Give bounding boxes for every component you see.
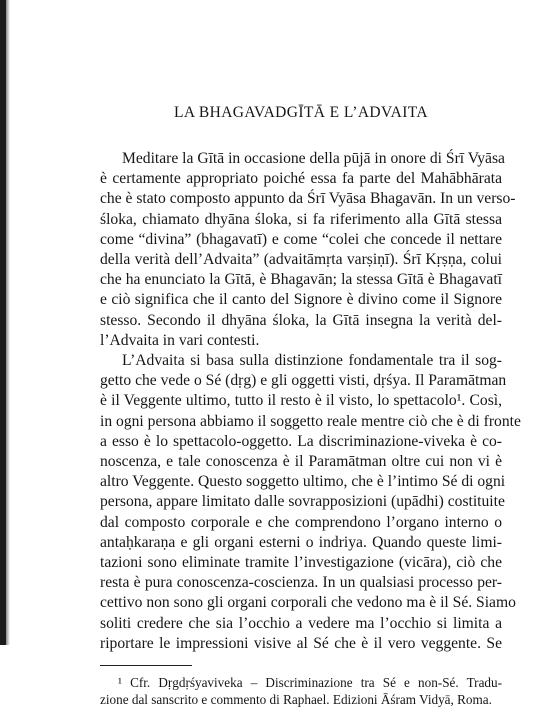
text-line: altro Veggente. Questo soggetto ultimo, che è l’intimo Sé di ogni [100,473,506,491]
chapter-title: LA BHAGAVADGĪTĀ E L’ADVAITA [174,104,428,121]
text-line: śloka, chiamato dhyāna śloka, si fa riferimento alla Gītā stessa [100,210,502,228]
footnote [100,674,502,708]
text-line: a esso è lo spettacolo-oggetto. La discriminazione-viveka è co- [100,432,502,450]
text-line: riportare le impressioni visive al Sé che è il vero veggente. Se [100,634,502,652]
footnote-separator [100,665,192,666]
text-line: Meditare la Gītā in occasione della pūjā in onore di Śrī Vyāsa [122,150,505,167]
text-line: della verità dell’Advaita” (advaitāmṛta varṣiṇī). Śrī Kṛṣṇa, colui [100,251,502,269]
text-line: che ha enunciato la Gītā, è Bhagavān; la stessa Gītā è Bhagavatī [100,271,502,289]
text-line: tazioni sono eliminate tramite l’investigazione (vicāra), ciò che [100,554,502,572]
page-gutter-fade [6,0,10,645]
text-line: soliti credere che sia l’occhio a vedere ma l’occhio si limita a [100,614,502,632]
book-page [100,104,521,708]
text-line: l’Advaita in vari contesti. [100,331,260,349]
footnote-line: zione dal sanscrito e commento di Raphael. Edizioni Āśram Vidyā, Roma. [100,692,492,708]
paragraph-1 [100,149,516,351]
text-line: è certamente appropriato poiché essa fa parte del Mahābhārata [100,170,502,188]
text-line: resta è pura conoscenza-coscienza. In un qualsiasi processo per- [100,574,502,592]
text-line: noscenza, e tale conoscenza è il Paramātman oltre cui non vi è [100,453,502,471]
text-line: getto che vede o Sé (dṛg) e gli oggetti visti, dṛśya. Il Paramātman [100,372,507,390]
text-line: dal composto corporale e che comprendono l’organo interno o [100,513,502,531]
text-line: in ogni persona abbiamo il soggetto reale mentre ciò che è di fronte [100,412,521,430]
text-line: che è stato composto appunto da Śrī Vyāsa Bhagavān. In un verso- [100,190,516,208]
text-line: e ciò significa che il canto del Signore è divino come il Signore [100,291,502,309]
text-line: come “divina” (bhagavatī) e come “colei che concede il nettare [100,230,502,248]
text-line: L’Advaita si basa sulla distinzione fondamentale tra il sog- [122,352,502,370]
text-line: antaḥkaraṇa e gli organi esterni o indriya. Quando queste limi- [100,533,502,551]
text-line: è il Veggente ultimo, tutto il resto è il visto, lo spettacolo¹. Così, [100,392,502,410]
text-line: cettivo non sono gli organi corporali che vedono ma è il Sé. Siamo [100,594,516,612]
paragraph-2 [100,351,521,654]
text-line: persona, appare limitato dalle sovrapposizioni (upādhi) costituite [100,493,505,511]
footnote-line: ¹ Cfr. Dṛgdṛśyaviveka – Discriminazione tra Sé e non-Sé. Tradu- [118,675,502,691]
text-line: stesso. Secondo il dhyāna śloka, la Gītā insegna la verità del- [100,311,502,329]
